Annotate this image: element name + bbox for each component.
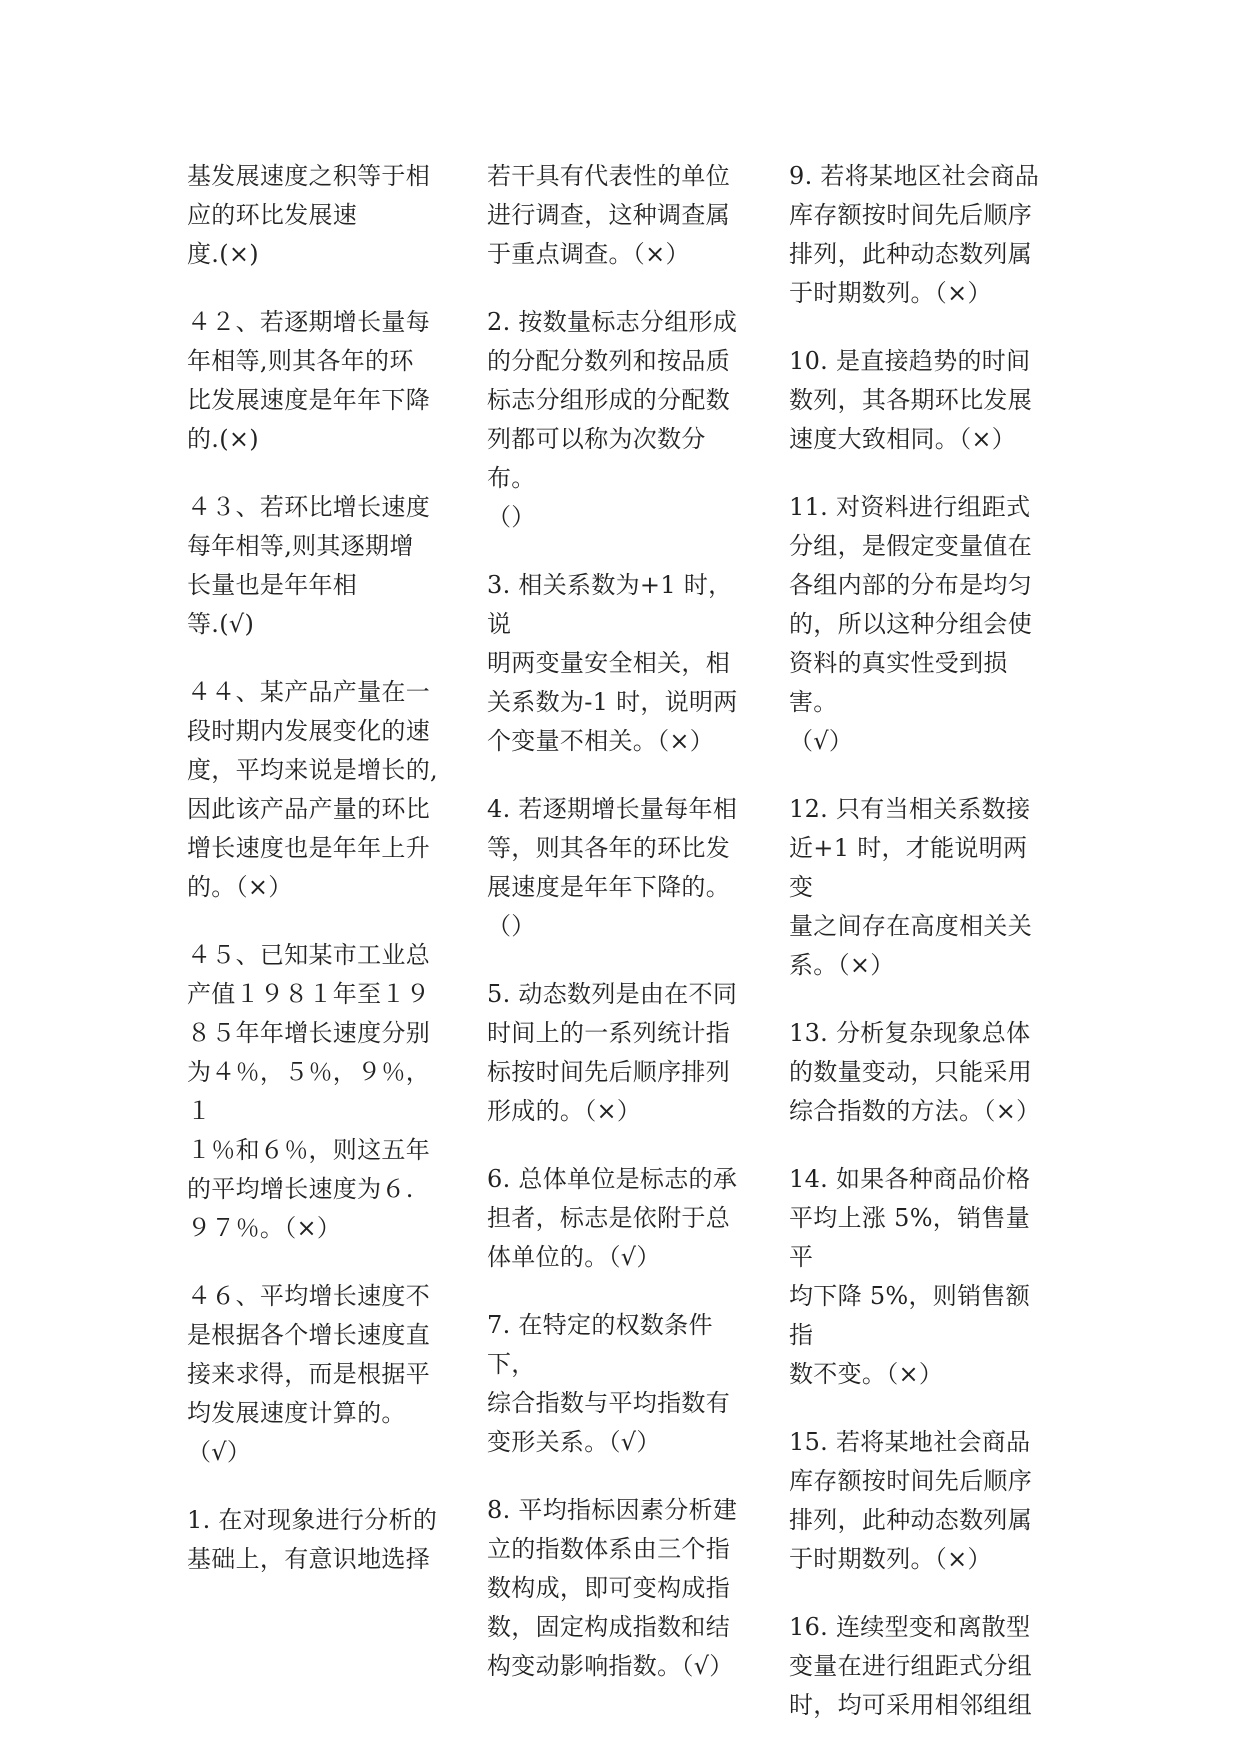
question-item: 8. 平均指标因素分析建 立的指数体系由三个指 数构成，即可变构成指 数，固定构成指数和结 构变动影响指数。（√） [487, 1496, 738, 1680]
question-item: 10. 是直接趋势的时间 数列，其各期环比发展 速度大致相同。（×） [789, 347, 1032, 453]
question-item: 14. 如果各种商品价格 平均上涨 5%，销售量平 均下降 5%，则销售额指 数不变。（×） [789, 1165, 1031, 1388]
question-item: 若干具有代表性的单位 进行调查，这种调查属 于重点调查。（×） [487, 162, 730, 268]
question-item: 12. 只有当相关系数接 近+1 时，才能说明两变 量之间存在高度相关关 系。（×） [789, 795, 1032, 979]
question-item: 15. 若将某地社会商品 库存额按时间先后顺序 排列，此种动态数列属 于时期数列。（×） [789, 1428, 1032, 1573]
question-item: ４４、某产品产量在一 段时期内发展变化的速 度，平均来说是增长的, 因此该产品产量的环比 增长速度也是年年上升 的。（×） [187, 678, 438, 901]
question-item: 11. 对资料进行组距式 分组，是假定变量值在 各组内部的分布是均匀 的，所以这种分组会使 资料的真实性受到损害。 （√） [789, 493, 1032, 755]
question-item: ４６、平均增长速度不 是根据各个增长速度直 接来求得，而是根据平 均发展速度计算的。 （√） [187, 1282, 430, 1466]
question-item: 2. 按数量标志分组形成 的分配分数列和按品质 标志分组形成的分配数 列都可以称为次数分布。 （） [487, 308, 738, 531]
text-column-middle [487, 157, 749, 1715]
text-column-right [789, 157, 1051, 1754]
question-item: ４３、若环比增长速度 每年相等,则其逐期增 长量也是年年相 等.(√) [187, 493, 430, 638]
question-item: 4. 若逐期增长量每年相 等，则其各年的环比发 展速度是年年下降的。 （） [487, 795, 738, 940]
question-item: 3. 相关系数为+1 时，说 明两变量安全相关，相 关系数为-1 时，说明两 个变量不相关。（×） [487, 571, 738, 755]
question-item: 1. 在对现象进行分析的 基础上，有意识地选择 [187, 1506, 438, 1573]
question-item: ４５、已知某市工业总 产值１９８１年至１９ ８５年年增长速度分别 为４％，５％，９％，１ １％和６％，则这五年 的平均增长速度为６. ９７％。（×） [187, 941, 430, 1242]
text-column-left [187, 157, 449, 1608]
question-item: 16. 连续型变和离散型 变量在进行组距式分组 时，均可采用相邻组组 [789, 1613, 1032, 1719]
question-item: 7. 在特定的权数条件下， 综合指数与平均指数有 变形关系。（√） [487, 1311, 730, 1456]
question-item: 9. 若将某地区社会商品 库存额按时间先后顺序 排列，此种动态数列属 于时期数列。（×） [789, 162, 1040, 307]
question-item: 13. 分析复杂现象总体 的数量变动，只能采用 综合指数的方法。（×） [789, 1019, 1041, 1125]
question-item: ４２、若逐期增长量每 年相等,则其各年的环 比发展速度是年年下降 的.(×) [187, 308, 430, 453]
question-item: 5. 动态数列是由在不同 时间上的一系列统计指 标按时间先后顺序排列 形成的。（×） [487, 980, 738, 1125]
question-item: 基发展速度之积等于相 应的环比发展速 度.(×) [187, 162, 430, 268]
question-item: 6. 总体单位是标志的承 担者，标志是依附于总 体单位的。（√） [487, 1165, 738, 1271]
